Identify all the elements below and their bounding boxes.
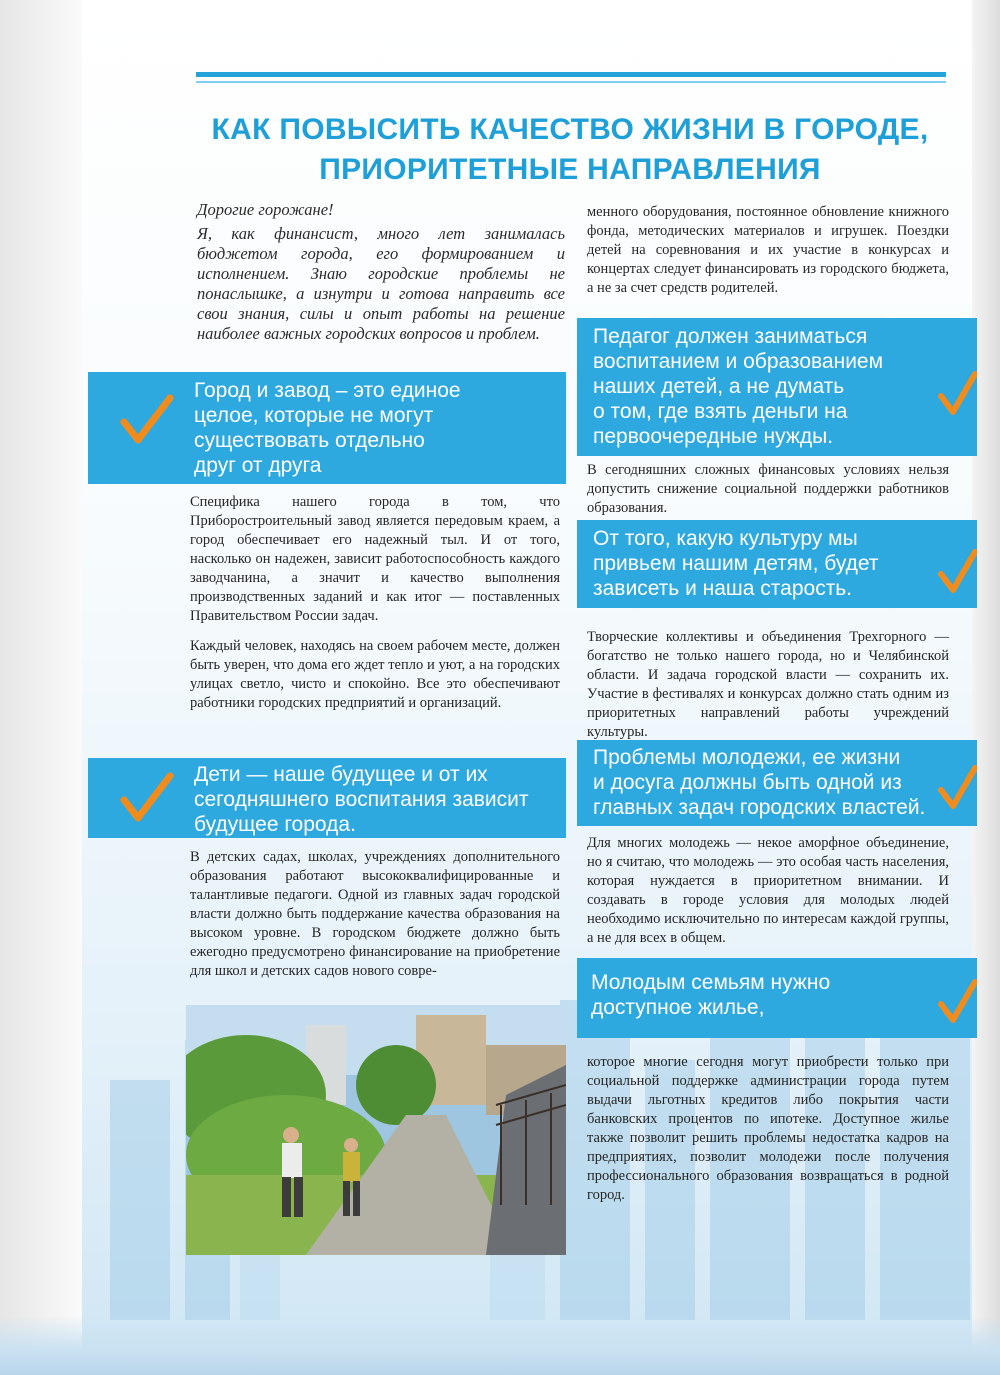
intro-greeting: Дорогие горожане! <box>197 200 334 219</box>
band-line: доступное жилье, <box>591 996 765 1019</box>
band-line: целое, которые не могут <box>194 404 434 427</box>
band-line: существовать отдельно <box>194 429 425 452</box>
paragraph: Каждый человек, находясь на своем рабочем месте, должен быть уверен, что дома его ждет тепло и уют, а на городских улицах светло, чисто и спокойно. Все это обеспечивают работники городских предприятий и организаций. <box>190 638 560 711</box>
right-body-section-4 <box>587 1053 949 1216</box>
park-photo <box>186 1005 566 1255</box>
header-rule <box>196 72 946 77</box>
left-body-section-1 <box>190 493 560 724</box>
right-body-section-3 <box>587 834 949 959</box>
checkmark-icon <box>937 368 977 418</box>
paragraph: В детских садах, школах, учреждениях дополнительного образования работают высококвалифицированные и талантливые педагоги. Одной из главных задач городской власти должно быть поддержание качества образования на высоком уровне. В городском бюджете должно быть ежегодно предусмотрено финансирование на приобретение для школ и детских садов нового совре- <box>190 849 560 979</box>
band-line: привьем нашим детям, будет <box>593 552 879 575</box>
right-body-section-1 <box>587 461 949 529</box>
header-rule-thin <box>196 81 946 83</box>
band-line: зависеть и наша старость. <box>593 577 853 600</box>
band-line: Город и завод – это единое <box>194 379 461 402</box>
checkmark-icon <box>937 546 977 596</box>
paragraph: которое многие сегодня могут приобрести только при социальной поддержке администрации города путем выдачи льготных кредитов либо покрытия части банковских процентов по ипотеке. Доступное жилье также позволит решить проблемы недостатка кадров на предприятиях, позволит молодежи после получения профессионального образования возвращаться в родной город. <box>587 1054 949 1203</box>
checkmark-icon <box>937 762 977 812</box>
band-line: наших детей, а не думать <box>593 375 845 398</box>
title-line-1: КАК ПОВЫСИТЬ КАЧЕСТВО ЖИЗНИ В ГОРОДЕ, <box>211 113 929 146</box>
right-body-section-2 <box>587 628 949 753</box>
page-title <box>190 110 950 190</box>
band-line: первоочередные нужды. <box>593 425 834 448</box>
band-line: Дети — наше будущее и от их <box>194 763 488 786</box>
band-line: Молодым семьям нужно <box>591 971 831 994</box>
checkmark-icon <box>937 976 977 1026</box>
checkmark-icon <box>118 770 174 826</box>
page-bottom-fade <box>0 1315 1000 1375</box>
band-line: От того, какую культуру мы <box>593 527 858 550</box>
band-line: Проблемы молодежи, ее жизни <box>593 746 901 769</box>
right-body-section-0 <box>587 203 949 309</box>
band-line: и досуга должны быть одной из <box>593 771 902 794</box>
left-body-section-2 <box>190 848 560 992</box>
heading-band-teacher <box>577 318 977 456</box>
paragraph: В сегодняшних сложных финансовых условиях нельзя допустить снижение социальной поддержки работников образования. <box>587 462 949 516</box>
paragraph: менного оборудования, постоянное обновление книжного фонда, методических материалов и игрушек. Поездки детей на соревнования и их участие в конкурсах и концертах следует финансировать из городского бюджета, а не за счет средств родителей. <box>587 204 949 296</box>
band-line: друг от друга <box>194 454 322 477</box>
heading-band-children-future <box>88 758 566 838</box>
band-line: Педагог должен заниматься <box>593 325 868 348</box>
paragraph: Творческие коллективы и объединения Трехгорного — богатство не только нашего города, но и Челябинской области. И задача городской власти — сохранить их. Участие в фестивалях и конкурсах должно стать одним из приоритетных направлений работы учреждений культуры. <box>587 629 949 740</box>
heading-band-youth <box>577 740 977 826</box>
intro-block <box>197 200 565 344</box>
heading-band-young-families <box>577 958 977 1038</box>
intro-text: Я, как финансист, много лет занималась бюджетом города, его формированием и исполнением. Знаю городские проблемы не понаслышке, а изнутри и готова направить все свои знания, силы и опыт работы на решение наиболее важных городских вопросов и проблем. <box>197 224 565 343</box>
paragraph: Для многих молодежь — некое аморфное объединение, но я считаю, что молодежь — это особая часть населения, которая нуждается в приоритетном внимании. И создавать в городе условия для молодых людей необходимо исключительно по интересам каждой группы, а не для всех в общем. <box>587 835 949 946</box>
photo-park-rollerbladers <box>186 1005 566 1255</box>
paragraph: Специфика нашего города в том, что Приборостроительный завод является передовым краем, а город обеспечивает его надежный тыл. И от того, насколько он надежен, зависит работоспособность каждого заводчанина, а значит и качество выполнения производственных заданий и как итог — поставленных Правительством России задач. <box>190 494 560 624</box>
band-line: воспитанием и образованием <box>593 350 884 373</box>
checkmark-icon <box>118 392 174 448</box>
scan-left-margin <box>0 0 82 1375</box>
band-line: главных задач городских властей. <box>593 796 926 819</box>
band-line: будущее города. <box>194 813 356 836</box>
heading-band-city-and-plant <box>88 372 566 484</box>
title-line-2: ПРИОРИТЕТНЫЕ НАПРАВЛЕНИЯ <box>319 153 821 186</box>
heading-band-culture <box>577 520 977 608</box>
band-line: о том, где взять деньги на <box>593 400 848 423</box>
band-line: сегодняшнего воспитания зависит <box>194 788 529 811</box>
